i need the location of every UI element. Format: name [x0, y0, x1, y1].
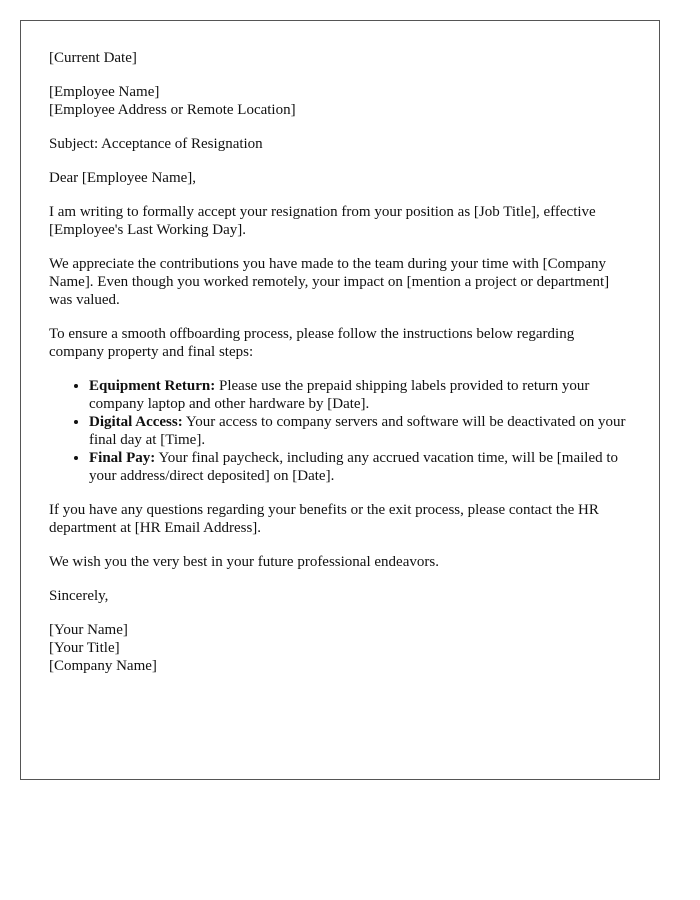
instruction-text: Your final paycheck, including any accrued vacation time, will be [mailed to your address/direct deposited] on [Date].	[89, 450, 619, 484]
instruction-label: Digital Access:	[89, 414, 183, 430]
letter-closing: Sincerely,	[49, 588, 109, 604]
instruction-text: Your access to company servers and software will be deactivated on your final day at [Time].	[89, 414, 626, 448]
offboarding-instructions-list	[49, 377, 631, 485]
sender-company: [Company Name]	[49, 658, 157, 674]
recipient-block	[49, 83, 631, 119]
paragraph-appreciation: We appreciate the contributions you have made to the team during your time with [Company Name]. Even though you worked remotely, your impact on [mention a project or department] was valued.	[49, 256, 610, 308]
paragraph-well-wishes: We wish you the very best in your future professional endeavors.	[49, 554, 439, 570]
instruction-label: Final Pay:	[89, 450, 156, 466]
recipient-address: [Employee Address or Remote Location]	[49, 102, 296, 118]
letter-salutation: Dear [Employee Name],	[49, 170, 197, 186]
letter-date: [Current Date]	[49, 50, 137, 66]
recipient-name: [Employee Name]	[49, 84, 160, 100]
instruction-label: Equipment Return:	[89, 378, 216, 394]
instruction-text: Please use the prepaid shipping labels provided to return your company laptop and other hardware by [Date].	[89, 378, 590, 412]
instruction-equipment-return	[89, 377, 631, 413]
paragraph-contact-hr: If you have any questions regarding your benefits or the exit process, please contact the HR department at [HR Email Address].	[49, 502, 599, 536]
sender-name: [Your Name]	[49, 622, 128, 638]
letter-subject: Subject: Acceptance of Resignation	[49, 136, 263, 152]
signature-block	[49, 621, 631, 675]
paragraph-acceptance: I am writing to formally accept your resignation from your position as [Job Title], effective [Employee's Last Working Day].	[49, 204, 596, 238]
paragraph-offboarding-intro: To ensure a smooth offboarding process, please follow the instructions below regarding company property and final steps:	[49, 326, 575, 360]
instruction-final-pay	[89, 449, 631, 485]
sender-title: [Your Title]	[49, 640, 120, 656]
instruction-digital-access	[89, 413, 631, 449]
letter-page	[20, 20, 660, 780]
